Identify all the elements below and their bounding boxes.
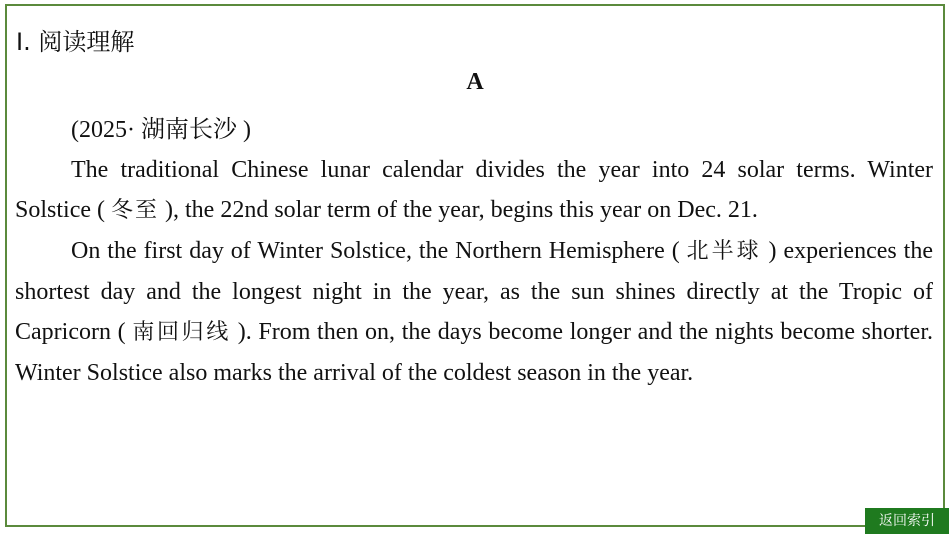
- paragraph-1-chinese-term-1: 冬至: [111, 198, 160, 223]
- paragraph-1-text-2: ), the 22nd solar term of the year, begins this year on Dec. 21.: [159, 197, 758, 223]
- passage-label: A: [466, 69, 484, 95]
- paragraph-2-text-2: ) experiences the shortest day and the longest night in the year, as the sun shines directly at the Tropic of Capricorn (: [15, 238, 933, 345]
- paragraph-2-chinese-term-1: 北半球: [686, 239, 762, 264]
- paragraph-1: [15, 150, 933, 231]
- paragraph-2-chinese-term-2: 南回归线: [132, 320, 232, 345]
- slide-frame: [5, 4, 945, 527]
- paragraph-2-text-1: On the first day of Winter Solstice, the Northern Hemisphere (: [71, 238, 687, 264]
- paragraph-2-text-3: ). From then on, the days become longer and the nights become shorter. Winter Solstice also marks the arrival of the coldest season in the year.: [15, 319, 933, 386]
- back-to-index-button[interactable]: 返回索引: [865, 508, 949, 534]
- section-heading: I. 阅读理解: [16, 28, 135, 56]
- paragraph-2: [15, 231, 933, 393]
- passage-body: [15, 110, 933, 393]
- passage-source: [15, 110, 933, 150]
- source-text: (2025· 湖南长沙 ): [71, 117, 251, 143]
- paragraph-1-text-1: The traditional Chinese lunar calendar divides the year into 24 solar terms. Winter Solstice (: [15, 157, 933, 223]
